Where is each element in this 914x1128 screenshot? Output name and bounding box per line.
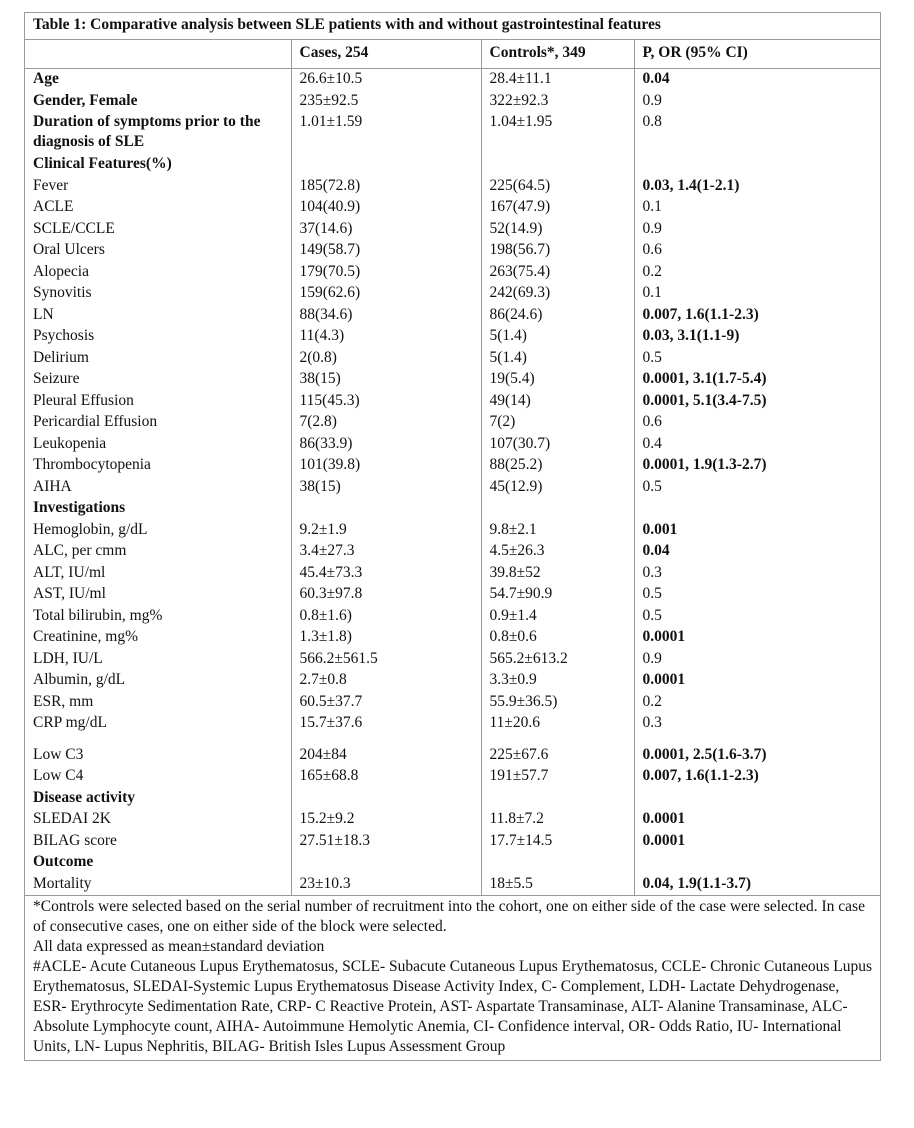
table-row <box>25 584 880 606</box>
table-row <box>25 348 880 370</box>
table-row <box>25 520 880 542</box>
controls-value: 9.8±2.1 <box>481 520 634 542</box>
table-row <box>25 219 880 241</box>
controls-value: 263(75.4) <box>481 262 634 284</box>
row-label: ACLE <box>33 198 74 215</box>
cases-value <box>291 498 481 520</box>
table-row <box>25 455 880 477</box>
table-row <box>25 713 880 735</box>
cases-value: 1.3±1.8) <box>291 627 481 649</box>
cases-value: 88(34.6) <box>291 305 481 327</box>
p-or-value: 0.2 <box>634 262 880 284</box>
section-row <box>25 788 880 810</box>
controls-value: 322±92.3 <box>481 91 634 113</box>
cases-value: 204±84 <box>291 745 481 767</box>
row-label: Disease activity <box>33 788 136 806</box>
table-row <box>25 391 880 413</box>
row-label: ALT, IU/ml <box>33 563 106 581</box>
cases-value: 2(0.8) <box>291 348 481 370</box>
table-title-row <box>25 13 880 40</box>
p-or-value: 0.5 <box>634 606 880 628</box>
controls-value: 7(2) <box>481 412 634 434</box>
cases-value: 27.51±18.3 <box>291 831 481 853</box>
cases-value: 45.4±73.3 <box>291 563 481 585</box>
controls-value: 18±5.5 <box>481 874 634 896</box>
p-or-value: 0.3 <box>634 713 880 735</box>
controls-value: 86(24.6) <box>481 305 634 327</box>
row-label: Clinical Features(%) <box>33 155 172 172</box>
p-or-value: 0.0001 <box>634 670 880 692</box>
table-row <box>25 874 880 896</box>
cases-value: 23±10.3 <box>291 874 481 896</box>
cases-value: 15.2±9.2 <box>291 809 481 831</box>
controls-value: 225±67.6 <box>481 745 634 767</box>
cases-value: 0.8±1.6) <box>291 606 481 628</box>
cases-value: 11(4.3) <box>291 326 481 348</box>
p-or-value: 0.03, 3.1(1.1-9) <box>634 326 880 348</box>
table-row <box>25 91 880 113</box>
cases-value: 179(70.5) <box>291 262 481 284</box>
p-or-value: 0.5 <box>634 477 880 499</box>
table-row <box>25 326 880 348</box>
cases-value: 38(15) <box>291 369 481 391</box>
p-or-value: 0.4 <box>634 434 880 456</box>
controls-value <box>481 852 634 874</box>
table-row <box>25 809 880 831</box>
row-label: Age <box>33 70 59 87</box>
table-row <box>25 563 880 585</box>
cases-value: 38(15) <box>291 477 481 499</box>
cases-value: 149(58.7) <box>291 240 481 262</box>
p-or-value <box>634 852 880 874</box>
p-or-value: 0.0001 <box>634 831 880 853</box>
controls-value: 11±20.6 <box>481 713 634 735</box>
controls-value: 0.9±1.4 <box>481 606 634 628</box>
row-label: Seizure <box>33 370 80 387</box>
table-row <box>25 649 880 671</box>
cases-value: 60.5±37.7 <box>291 692 481 714</box>
controls-value: 19(5.4) <box>481 369 634 391</box>
cases-value: 235±92.5 <box>291 91 481 113</box>
row-label: SLEDAI 2K <box>33 810 111 827</box>
table-header-row <box>25 40 880 69</box>
row-label: Fever <box>33 176 69 194</box>
footnote-text: *Controls were selected based on the serial number of recruitment into the cohort, one on either side of the case were selected. In case of consecutive cases, one on either side of the block were selected. <box>33 898 865 935</box>
row-label: AST, IU/ml <box>33 585 106 602</box>
controls-value: 3.3±0.9 <box>481 670 634 692</box>
p-or-value: 0.2 <box>634 692 880 714</box>
controls-value: 17.7±14.5 <box>481 831 634 853</box>
row-label: Synovitis <box>33 284 92 301</box>
row-label: Low C3 <box>33 745 84 763</box>
p-or-value: 0.0001, 5.1(3.4-7.5) <box>634 391 880 413</box>
p-or-value: 0.0001, 2.5(1.6-3.7) <box>634 745 880 767</box>
controls-value: 198(56.7) <box>481 240 634 262</box>
row-label: Gender, Female <box>33 91 138 109</box>
row-label: Outcome <box>33 853 94 870</box>
controls-value: 49(14) <box>481 391 634 413</box>
p-or-value: 0.6 <box>634 412 880 434</box>
header-controls: Controls*, 349 <box>481 40 634 69</box>
row-label: Alopecia <box>33 262 89 280</box>
footnote-text: #ACLE- Acute Cutaneous Lupus Erythematosus, SCLE- Subacute Cutaneous Lupus Erythematosus, CCLE- Chronic Cutaneous Lupus Erythematosus, SLEDAI-Systemic Lupus Erythematosus Disease Activity Index, C- Complement, LDH- Lactate Dehydrogenase, ESR- Erythrocyte Sedimentation Rate, CRP- C Reactive Protein, AST- Aspartate Transaminase, ALT- Alanine Transaminase, ALC- Absolute Lymphocyte count, AIHA- Autoimmune Hemolytic Anemia, CI- Confidence interval, OR- Odds Ratio, IU- International Units, LN- Lupus Nephritis, BILAG- British Isles Lupus Assessment Group <box>33 958 873 1055</box>
cases-value: 37(14.6) <box>291 219 481 241</box>
table-row <box>25 69 880 91</box>
row-label: Thrombocytopenia <box>33 456 151 473</box>
p-or-value: 0.0001, 3.1(1.7-5.4) <box>634 369 880 391</box>
p-or-value: 0.3 <box>634 563 880 585</box>
cases-value: 115(45.3) <box>291 391 481 413</box>
p-or-value <box>634 788 880 810</box>
row-label: ESR, mm <box>33 692 94 710</box>
controls-value: 225(64.5) <box>481 176 634 198</box>
cases-value: 26.6±10.5 <box>291 69 481 91</box>
row-label: Creatinine, mg% <box>33 628 139 645</box>
table-row <box>25 176 880 198</box>
controls-value: 88(25.2) <box>481 455 634 477</box>
p-or-value: 0.03, 1.4(1-2.1) <box>634 176 880 198</box>
footnotes <box>25 896 880 1061</box>
header-cases: Cases, 254 <box>291 40 481 69</box>
controls-value <box>481 154 634 176</box>
table-row <box>25 541 880 563</box>
p-or-value: 0.007, 1.6(1.1-2.3) <box>634 766 880 788</box>
p-or-value: 0.9 <box>634 219 880 241</box>
p-or-value: 0.1 <box>634 283 880 305</box>
header-label <box>25 40 291 69</box>
p-or-value <box>634 154 880 176</box>
cases-value <box>291 154 481 176</box>
controls-value: 52(14.9) <box>481 219 634 241</box>
cases-value: 159(62.6) <box>291 283 481 305</box>
row-label: Low C4 <box>33 767 84 784</box>
table-row <box>25 412 880 434</box>
section-row <box>25 498 880 520</box>
row-label: BILAG score <box>33 831 117 849</box>
table-row <box>25 197 880 219</box>
spacer-cell <box>481 735 634 745</box>
row-label: Leukopenia <box>33 434 107 452</box>
footnote-row <box>25 896 880 1061</box>
p-or-value: 0.9 <box>634 91 880 113</box>
controls-value: 242(69.3) <box>481 283 634 305</box>
comparison-table <box>25 13 880 1060</box>
controls-value: 11.8±7.2 <box>481 809 634 831</box>
cases-value: 7(2.8) <box>291 412 481 434</box>
row-label: Hemoglobin, g/dL <box>33 520 148 538</box>
cases-value: 566.2±561.5 <box>291 649 481 671</box>
cases-value <box>291 852 481 874</box>
row-label: Oral Ulcers <box>33 241 105 258</box>
row-label: CRP mg/dL <box>33 714 107 731</box>
row-label: Pleural Effusion <box>33 391 134 409</box>
cases-value: 86(33.9) <box>291 434 481 456</box>
table-row <box>25 283 880 305</box>
cases-value: 1.01±1.59 <box>291 112 481 154</box>
controls-value: 191±57.7 <box>481 766 634 788</box>
p-or-value: 0.0001, 1.9(1.3-2.7) <box>634 455 880 477</box>
cases-value <box>291 788 481 810</box>
controls-value: 5(1.4) <box>481 348 634 370</box>
table-row <box>25 606 880 628</box>
cases-value: 2.7±0.8 <box>291 670 481 692</box>
table-row <box>25 627 880 649</box>
p-or-value: 0.9 <box>634 649 880 671</box>
spacer-cell <box>25 735 291 745</box>
cases-value: 165±68.8 <box>291 766 481 788</box>
p-or-value: 0.8 <box>634 112 880 154</box>
table-row <box>25 670 880 692</box>
section-row <box>25 154 880 176</box>
p-or-value: 0.007, 1.6(1.1-2.3) <box>634 305 880 327</box>
p-or-value <box>634 498 880 520</box>
controls-value: 0.8±0.6 <box>481 627 634 649</box>
controls-value: 5(1.4) <box>481 326 634 348</box>
p-or-value: 0.0001 <box>634 627 880 649</box>
table-row <box>25 434 880 456</box>
controls-value: 565.2±613.2 <box>481 649 634 671</box>
table-row <box>25 766 880 788</box>
controls-value <box>481 498 634 520</box>
cases-value: 104(40.9) <box>291 197 481 219</box>
row-label: Psychosis <box>33 327 95 344</box>
row-label: Total bilirubin, mg% <box>33 606 163 624</box>
table-row <box>25 477 880 499</box>
row-label: LDH, IU/L <box>33 649 103 667</box>
spacer-cell <box>634 735 880 745</box>
controls-value: 45(12.9) <box>481 477 634 499</box>
row-label: SCLE/CCLE <box>33 219 115 237</box>
table-row <box>25 305 880 327</box>
controls-value: 28.4±11.1 <box>481 69 634 91</box>
row-label: AIHA <box>33 477 72 495</box>
p-or-value: 0.04 <box>634 69 880 91</box>
p-or-value: 0.0001 <box>634 809 880 831</box>
cases-value: 9.2±1.9 <box>291 520 481 542</box>
p-or-value: 0.5 <box>634 348 880 370</box>
comparison-table-container <box>24 12 881 1061</box>
row-label: Mortality <box>33 874 92 892</box>
cases-value: 60.3±97.8 <box>291 584 481 606</box>
spacer-row <box>25 735 880 745</box>
controls-value: 167(47.9) <box>481 197 634 219</box>
controls-value: 4.5±26.3 <box>481 541 634 563</box>
controls-value: 55.9±36.5) <box>481 692 634 714</box>
cases-value: 101(39.8) <box>291 455 481 477</box>
row-label: Pericardial Effusion <box>33 413 158 430</box>
controls-value: 39.8±52 <box>481 563 634 585</box>
row-label: Delirium <box>33 348 89 366</box>
row-label: LN <box>33 305 54 323</box>
p-or-value: 0.04, 1.9(1.1-3.7) <box>634 874 880 896</box>
table-row <box>25 745 880 767</box>
p-or-value: 0.6 <box>634 240 880 262</box>
p-or-value: 0.04 <box>634 541 880 563</box>
controls-value: 107(30.7) <box>481 434 634 456</box>
header-p-or: P, OR (95% CI) <box>634 40 880 69</box>
table-row <box>25 240 880 262</box>
row-label: Investigations <box>33 499 126 516</box>
spacer-cell <box>291 735 481 745</box>
table-title: Table 1: Comparative analysis between SLE patients with and without gastrointestinal features <box>25 13 880 40</box>
row-label: Duration of symptoms prior to the diagnosis of SLE <box>33 113 261 150</box>
cases-value: 15.7±37.6 <box>291 713 481 735</box>
p-or-value: 0.5 <box>634 584 880 606</box>
cases-value: 3.4±27.3 <box>291 541 481 563</box>
p-or-value: 0.1 <box>634 197 880 219</box>
footnote-text: All data expressed as mean±standard deviation <box>33 938 325 955</box>
controls-value: 54.7±90.9 <box>481 584 634 606</box>
section-row <box>25 852 880 874</box>
table-row <box>25 692 880 714</box>
row-label: Albumin, g/dL <box>33 671 126 688</box>
table-row <box>25 369 880 391</box>
table-row <box>25 262 880 284</box>
table-row <box>25 112 880 154</box>
row-label: ALC, per cmm <box>33 542 127 559</box>
controls-value: 1.04±1.95 <box>481 112 634 154</box>
p-or-value: 0.001 <box>634 520 880 542</box>
cases-value: 185(72.8) <box>291 176 481 198</box>
controls-value <box>481 788 634 810</box>
table-row <box>25 831 880 853</box>
